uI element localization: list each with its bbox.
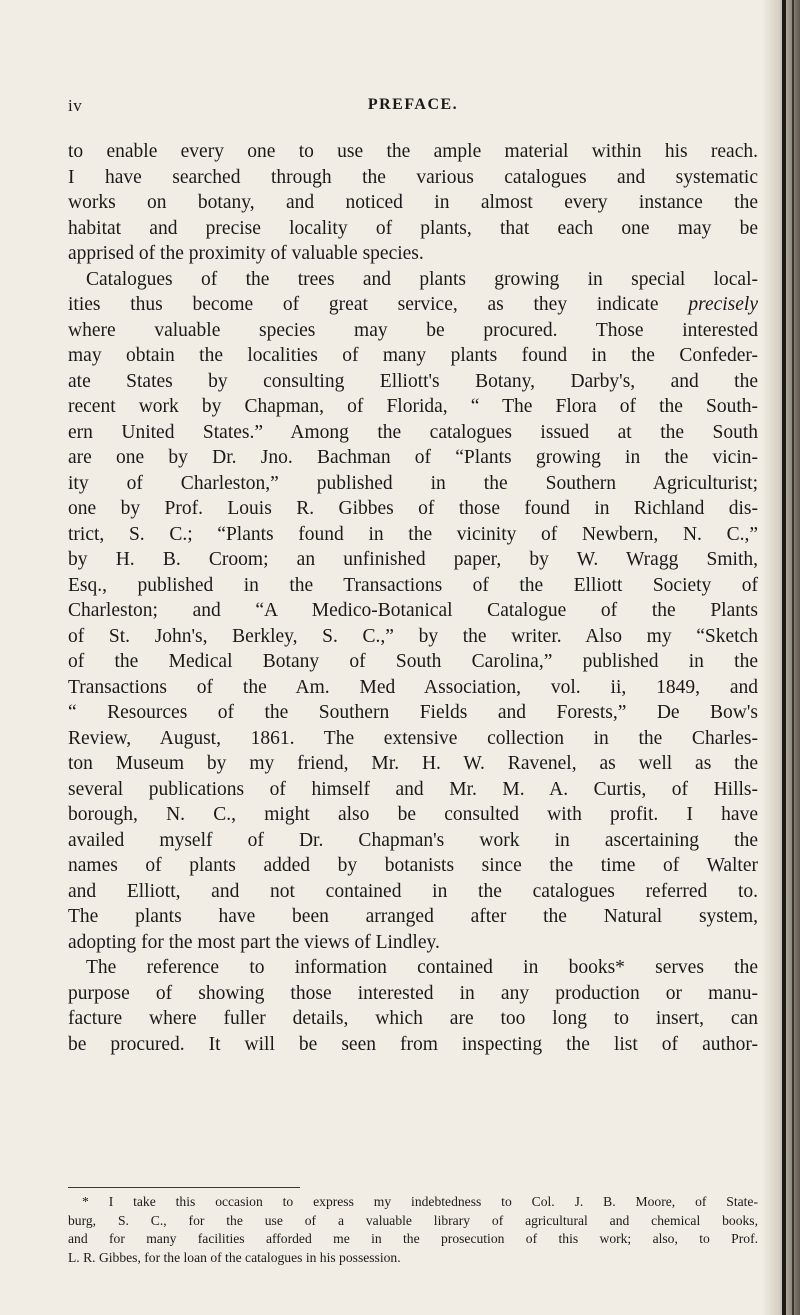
body-line: habitat and precise locality of plants, that each one may be: [68, 217, 758, 239]
body-line: borough, N. C., might also be consulted with profit. I have: [68, 804, 758, 825]
page-number: iv: [68, 96, 83, 115]
body-line: of the Medical Botany of South Carolina,” published in the: [68, 651, 758, 672]
page-edge-binding-outer: [792, 0, 794, 1315]
body-line: purpose of showing those interested in any production or manu-: [68, 982, 758, 1004]
body-line: of St. John's, Berkley, S. C.,” by the writer. Also my “Sketch: [68, 625, 758, 647]
page-edge-binding: [782, 0, 786, 1315]
body-line: Review, August, 1861. The extensive collection in the Charles-: [68, 727, 758, 749]
body-line: one by Prof. Louis R. Gibbes of those found in Richland dis-: [68, 498, 758, 519]
body-line: ate States by consulting Elliott's Botany, Darby's, and the: [68, 370, 758, 392]
running-head: [68, 96, 758, 120]
body-line: ities thus become of great service, as they indicate precisely: [68, 294, 758, 315]
footnote-line: and for many facilities afforded me in the prosecution of this work; also, to Prof.: [68, 1231, 758, 1246]
body-line: I have searched through the various catalogues and systematic: [68, 166, 758, 188]
body-line: where valuable species may be procured. Those interested: [68, 319, 758, 341]
body-line: Catalogues of the trees and plants growing in special local-: [86, 268, 758, 290]
body-line: ton Museum by my friend, Mr. H. W. Ravenel, as well as the: [68, 753, 758, 774]
footnote-line: burg, S. C., for the use of a valuable library of agricultural and chemical books,: [68, 1212, 758, 1228]
body-text: [68, 139, 758, 1057]
footnote-line: L. R. Gibbes, for the loan of the catalogues in his possession.: [68, 1249, 401, 1265]
body-line: trict, S. C.; “Plants found in the vicinity of Newbern, N. C.,”: [68, 523, 758, 545]
body-line: Esq., published in the Transactions of the Elliott Society of: [68, 574, 758, 596]
footnote-line: * I take this occasion to express my indebtedness to Col. J. B. Moore, of State-: [82, 1194, 758, 1209]
body-line: Transactions of the Am. Med Association, vol. ii, 1849, and: [68, 676, 758, 698]
body-line: by H. B. Croom; an unfinished paper, by W. Wragg Smith,: [68, 549, 758, 570]
page-edge-shadow: [762, 0, 800, 1315]
body-line: facture where fuller details, which are too long to insert, can: [68, 1008, 758, 1029]
body-line: ern United States.” Among the catalogues issued at the South: [68, 421, 758, 443]
body-line: several publications of himself and Mr. M. A. Curtis, of Hills-: [68, 778, 758, 800]
body-line: be procured. It will be seen from inspecting the list of author-: [68, 1033, 758, 1055]
body-line: are one by Dr. Jno. Bachman of “Plants growing in the vicin-: [68, 447, 758, 468]
running-title: PREFACE.: [367, 96, 459, 113]
body-line: Charleston; and “A Medico-Botanical Catalogue of the Plants: [68, 600, 758, 621]
body-line: availed myself of Dr. Chapman's work in ascertaining the: [68, 829, 758, 851]
body-line: and Elliott, and not contained in the catalogues referred to.: [68, 880, 758, 902]
body-line: apprised of the proximity of valuable species.: [68, 243, 424, 264]
body-line: adopting for the most part the views of Lindley.: [68, 931, 440, 953]
body-line: “ Resources of the Southern Fields and Forests,” De Bow's: [68, 702, 758, 723]
body-line: The plants have been arranged after the Natural system,: [68, 906, 758, 927]
footnote: [68, 1193, 758, 1267]
body-line: to enable every one to use the ample material within his reach.: [68, 141, 758, 162]
body-line: The reference to information contained in books* serves the: [86, 957, 758, 978]
body-line: works on botany, and noticed in almost every instance the: [68, 192, 758, 213]
body-line: ity of Charleston,” published in the Southern Agriculturist;: [68, 472, 758, 494]
body-line: recent work by Chapman, of Florida, “ The Flora of the South-: [68, 396, 758, 417]
body-line: names of plants added by botanists since the time of Walter: [68, 855, 758, 876]
body-line: may obtain the localities of many plants found in the Confeder-: [68, 345, 758, 366]
footnote-divider: [68, 1187, 300, 1188]
